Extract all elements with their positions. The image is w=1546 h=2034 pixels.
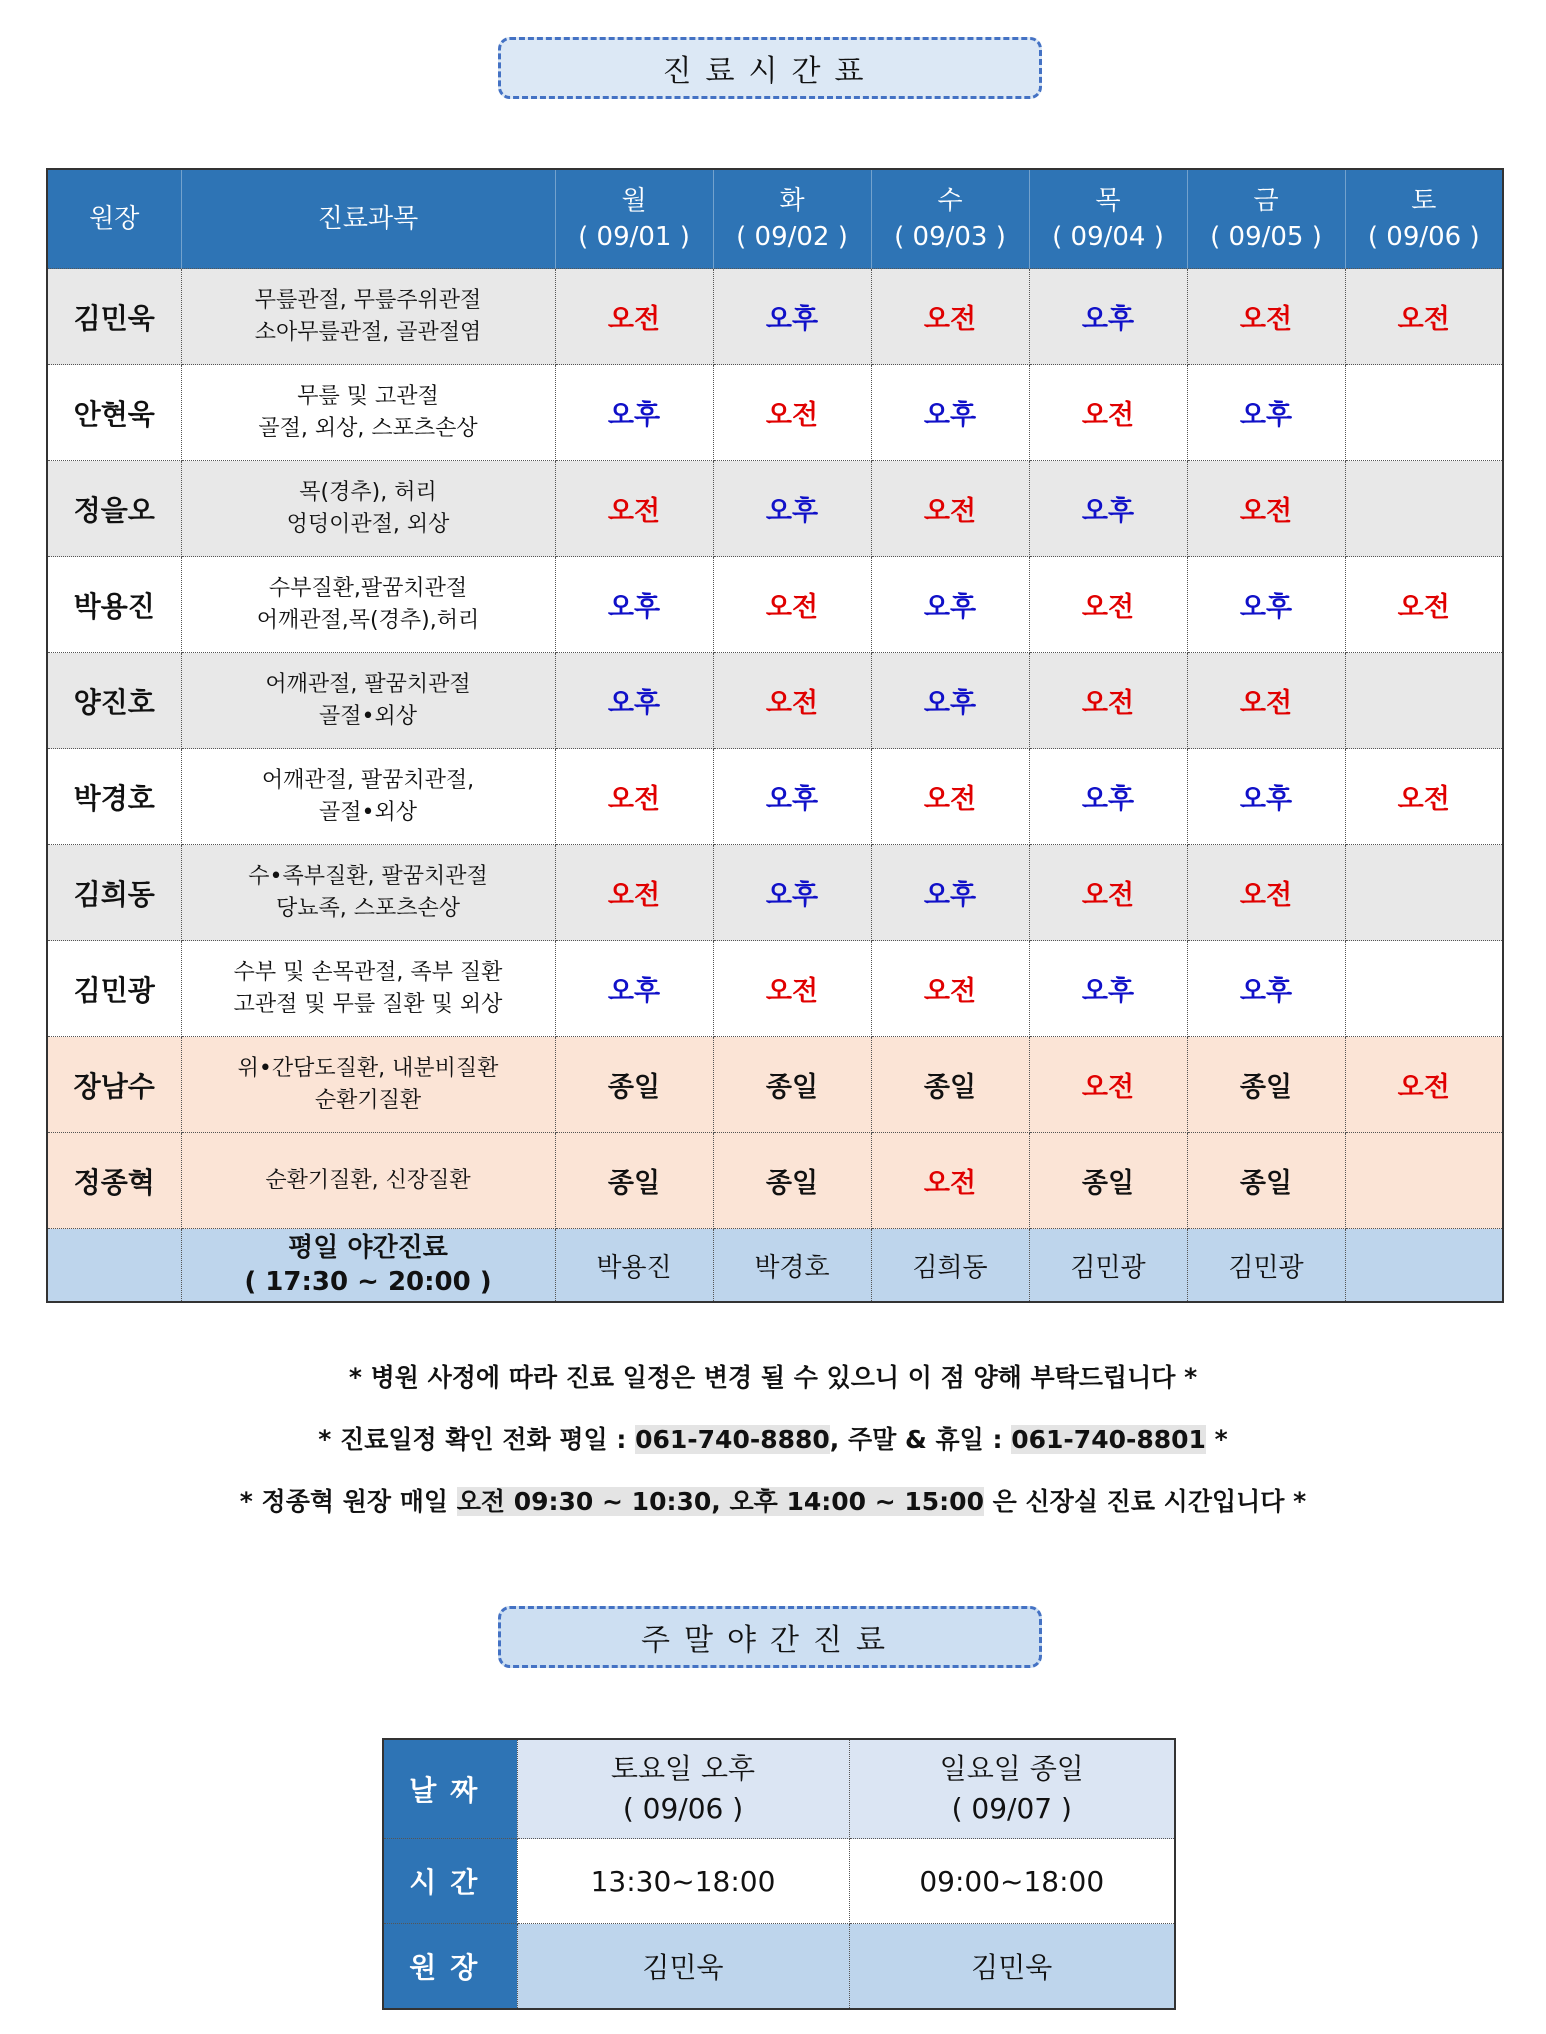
time-slot: 오전 (1345, 749, 1503, 845)
header-day (871, 169, 1029, 269)
weekend-date-row (383, 1739, 1175, 1839)
schedule-row (47, 749, 1503, 845)
schedule-row (47, 653, 1503, 749)
weekend-sat-doctor: 김민욱 (517, 1924, 849, 2010)
specialty-line: 골절•외상 (319, 799, 417, 825)
specialty-line: 무릎관절, 무릎주위관절 (254, 287, 482, 313)
specialty-line: 무릎 및 고관절 (297, 383, 439, 409)
time-slot: 오전 (713, 653, 871, 749)
night-doctor: 박용진 (555, 1229, 713, 1303)
time-slot: 오후 (1029, 269, 1187, 365)
day-label: 월 (621, 186, 647, 216)
night-label-hours: ( 17:30 ~ 20:00 ) (244, 1267, 492, 1297)
time-slot (1345, 365, 1503, 461)
weekend-doctor-label: 원장 (383, 1924, 517, 2010)
time-slot: 오전 (1029, 365, 1187, 461)
time-slot: 오후 (713, 461, 871, 557)
time-slot: 오전 (1187, 461, 1345, 557)
time-slot: 종일 (713, 1037, 871, 1133)
header-day (1187, 169, 1345, 269)
weekend-table (382, 1738, 1176, 2010)
doctor-name: 정종혁 (47, 1133, 181, 1229)
schedule-row (47, 1037, 1503, 1133)
dialysis-hours: 오전 09:30 ~ 10:30, 오후 14:00 ~ 15:00 (456, 1487, 984, 1516)
time-slot: 오후 (555, 557, 713, 653)
day-label: 화 (779, 186, 805, 216)
schedule-row (47, 461, 1503, 557)
time-slot: 오전 (1187, 653, 1345, 749)
schedule-row (47, 941, 1503, 1037)
specialty-line: 어깨관절,목(경추),허리 (256, 607, 480, 633)
sun-title: 일요일 종일 (939, 1752, 1084, 1785)
specialty-line: 수부 및 손목관절, 족부 질환 (233, 959, 503, 985)
time-slot: 오전 (1029, 653, 1187, 749)
time-slot: 오전 (713, 557, 871, 653)
day-date: ( 09/03 ) (894, 222, 1006, 252)
time-slot: 오후 (1187, 941, 1345, 1037)
header-row (47, 169, 1503, 269)
weekend-title: 주말야간진료 (498, 1606, 1042, 1668)
night-doctor: 박경호 (713, 1229, 871, 1303)
schedule-row (47, 557, 1503, 653)
time-slot (1345, 845, 1503, 941)
doctor-name: 박용진 (47, 557, 181, 653)
time-slot: 종일 (871, 1037, 1029, 1133)
schedule-row (47, 269, 1503, 365)
day-label: 금 (1253, 186, 1279, 216)
specialty (181, 557, 555, 653)
phone-mid: , 주말 & 휴일 : (829, 1425, 1003, 1454)
day-date: ( 09/01 ) (578, 222, 690, 252)
weekend-sat-time: 13:30~18:00 (517, 1839, 849, 1924)
time-slot: 오전 (871, 1133, 1029, 1229)
schedule-title: 진료시간표 (498, 37, 1042, 99)
time-slot (1345, 653, 1503, 749)
weekend-date-label: 날짜 (383, 1739, 517, 1839)
weekend-doctor-row (383, 1924, 1175, 2010)
time-slot: 오전 (1345, 1037, 1503, 1133)
doctor-name: 정을오 (47, 461, 181, 557)
specialty-line: 수부질환,팔꿈치관절 (268, 575, 468, 601)
specialty-line: 엉덩이관절, 외상 (286, 511, 450, 537)
time-slot: 오전 (1187, 845, 1345, 941)
specialty-line: 당뇨족, 스포츠손상 (275, 895, 460, 921)
doctor-name: 김희동 (47, 845, 181, 941)
notice-change: * 병원 사정에 따라 진료 일정은 변경 될 수 있으니 이 점 양해 부탁드립니다 * (348, 1363, 1198, 1392)
specialty (181, 653, 555, 749)
time-slot: 오후 (555, 365, 713, 461)
time-slot: 오후 (1029, 941, 1187, 1037)
header-day (555, 169, 713, 269)
specialty-line: 고관절 및 무릎 질환 및 외상 (233, 991, 503, 1017)
schedule-row (47, 845, 1503, 941)
notice-dialysis (0, 1482, 1546, 1518)
time-slot: 오후 (1029, 461, 1187, 557)
sun-date: ( 09/07 ) (951, 1792, 1072, 1825)
dialysis-suffix: 은 신장실 진료 시간입니다 * (983, 1487, 1307, 1516)
time-slot: 오전 (555, 845, 713, 941)
time-slot: 오전 (871, 749, 1029, 845)
doctor-name: 김민광 (47, 941, 181, 1037)
specialty (181, 749, 555, 845)
time-slot: 오전 (555, 269, 713, 365)
day-label: 수 (937, 186, 963, 216)
time-slot: 오전 (555, 749, 713, 845)
phone-suffix: * (1205, 1425, 1228, 1454)
night-label-title: 평일 야간진료 (288, 1233, 448, 1263)
specialty-line: 수•족부질환, 팔꿈치관절 (248, 863, 488, 889)
time-slot: 오후 (555, 653, 713, 749)
time-slot: 오전 (713, 365, 871, 461)
time-slot (1345, 941, 1503, 1037)
day-label: 목 (1095, 186, 1121, 216)
time-slot: 오전 (871, 941, 1029, 1037)
night-doctor (1345, 1229, 1503, 1303)
time-slot: 오전 (1345, 269, 1503, 365)
specialty-line: 어깨관절, 팔꿈치관절 (265, 671, 471, 697)
time-slot: 종일 (555, 1133, 713, 1229)
time-slot: 오후 (1187, 749, 1345, 845)
day-date: ( 09/05 ) (1210, 222, 1322, 252)
sat-date: ( 09/06 ) (622, 1792, 744, 1825)
time-slot: 오전 (713, 941, 871, 1037)
time-slot: 오후 (871, 653, 1029, 749)
specialty-line: 위•간담도질환, 내분비질환 (237, 1055, 499, 1081)
time-slot: 종일 (1187, 1037, 1345, 1133)
specialty-line: 골절•외상 (319, 703, 417, 729)
time-slot (1345, 461, 1503, 557)
time-slot: 오후 (713, 845, 871, 941)
specialty-line: 골절, 외상, 스포츠손상 (258, 415, 478, 441)
time-slot: 종일 (555, 1037, 713, 1133)
time-slot: 종일 (713, 1133, 871, 1229)
specialty (181, 1037, 555, 1133)
specialty (181, 845, 555, 941)
specialty-line: 소아무릎관절, 골관절염 (254, 319, 482, 345)
doctor-name: 김민욱 (47, 269, 181, 365)
specialty (181, 461, 555, 557)
phone-prefix: * 진료일정 확인 전화 평일 : (318, 1425, 627, 1454)
day-date: ( 09/06 ) (1367, 222, 1480, 252)
specialty (181, 1133, 555, 1229)
time-slot: 종일 (1187, 1133, 1345, 1229)
time-slot: 오전 (1029, 557, 1187, 653)
time-slot: 오전 (871, 461, 1029, 557)
weekend-sun-doctor: 김민욱 (849, 1924, 1175, 2010)
time-slot: 오후 (1187, 365, 1345, 461)
weekend-time-row (383, 1839, 1175, 1924)
weekend-sun-header (849, 1739, 1175, 1839)
day-date: ( 09/04 ) (1052, 222, 1164, 252)
time-slot: 오전 (1187, 269, 1345, 365)
weekend-sun-time: 09:00~18:00 (849, 1839, 1175, 1924)
specialty (181, 269, 555, 365)
time-slot: 종일 (1029, 1133, 1187, 1229)
doctor-name: 박경호 (47, 749, 181, 845)
time-slot: 오후 (871, 365, 1029, 461)
time-slot (1345, 1133, 1503, 1229)
specialty-line: 어깨관절, 팔꿈치관절, (261, 767, 475, 793)
schedule-row (47, 1133, 1503, 1229)
day-date: ( 09/02 ) (736, 222, 848, 252)
specialty-line: 목(경추), 허리 (299, 479, 437, 505)
phone-weekday: 061-740-8880 (635, 1425, 830, 1454)
specialty (181, 365, 555, 461)
time-slot: 오후 (1029, 749, 1187, 845)
weekend-sat-header (517, 1739, 849, 1839)
night-clinic-row (47, 1229, 1503, 1303)
time-slot: 오전 (1345, 557, 1503, 653)
specialty (181, 941, 555, 1037)
time-slot: 오전 (871, 269, 1029, 365)
header-specialty: 진료과목 (181, 169, 555, 269)
notice-phone (0, 1420, 1546, 1456)
schedule-row (47, 365, 1503, 461)
sat-title: 토요일 오후 (610, 1752, 756, 1785)
night-doctor: 김민광 (1187, 1229, 1345, 1303)
header-day (1345, 169, 1503, 269)
header-day (713, 169, 871, 269)
specialty-line: 순환기질환, 신장질환 (265, 1167, 471, 1193)
header-day (1029, 169, 1187, 269)
dialysis-prefix: * 정종혁 원장 매일 (239, 1487, 457, 1516)
header-doctor: 원장 (47, 169, 181, 269)
doctor-name: 안현욱 (47, 365, 181, 461)
time-slot: 오후 (1187, 557, 1345, 653)
time-slot: 오후 (871, 557, 1029, 653)
doctor-name: 장남수 (47, 1037, 181, 1133)
time-slot: 오후 (555, 941, 713, 1037)
schedule-table (46, 168, 1504, 1303)
day-label: 토 (1411, 186, 1437, 216)
night-doctor: 김희동 (871, 1229, 1029, 1303)
night-blank (47, 1229, 181, 1303)
night-clinic-label (181, 1229, 555, 1303)
doctor-name: 양진호 (47, 653, 181, 749)
time-slot: 오전 (1029, 1037, 1187, 1133)
time-slot: 오후 (871, 845, 1029, 941)
time-slot: 오전 (555, 461, 713, 557)
phone-weekend: 061-740-8801 (1011, 1425, 1206, 1454)
time-slot: 오후 (713, 269, 871, 365)
time-slot: 오전 (1029, 845, 1187, 941)
night-doctor: 김민광 (1029, 1229, 1187, 1303)
specialty-line: 순환기질환 (314, 1087, 422, 1113)
time-slot: 오후 (713, 749, 871, 845)
weekend-time-label: 시간 (383, 1839, 517, 1924)
